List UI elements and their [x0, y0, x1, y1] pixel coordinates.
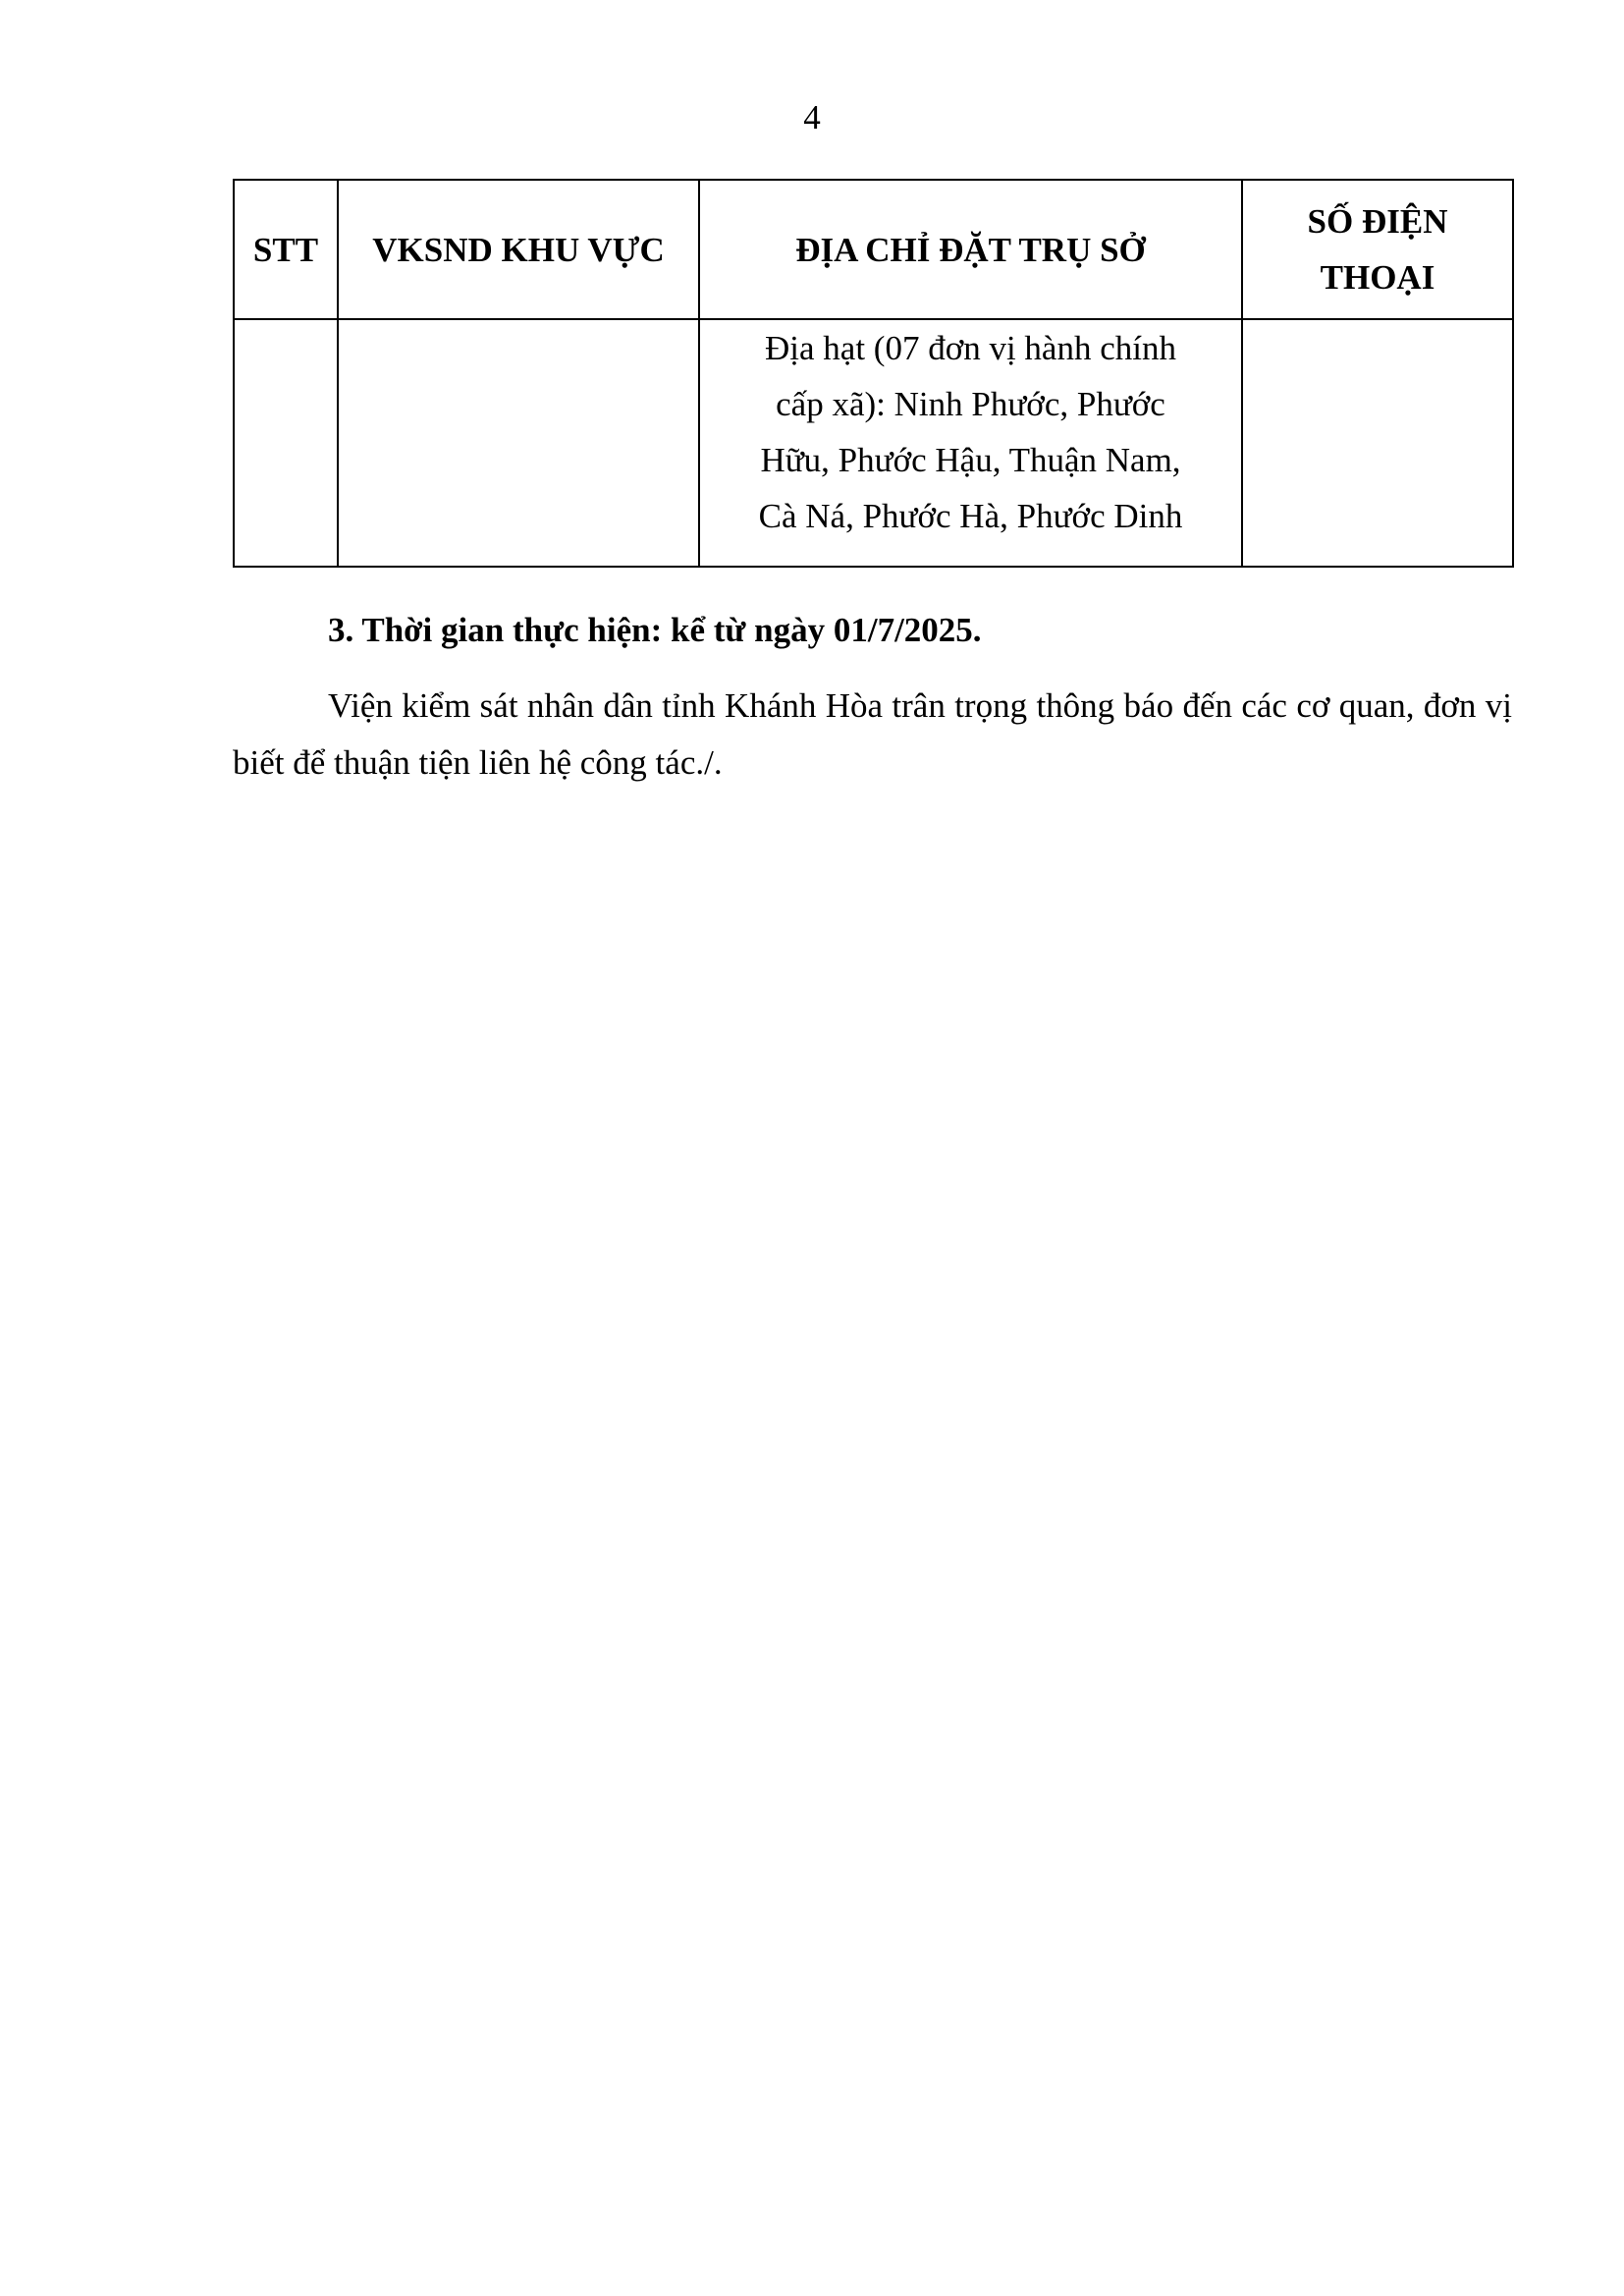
- table-row: [234, 319, 1513, 567]
- address-line: Địa hạt (07 đơn vị hành chính: [765, 329, 1176, 367]
- address-line: cấp xã): Ninh Phước, Phước: [776, 385, 1165, 423]
- header-phone-line2: THOẠI: [1320, 258, 1435, 297]
- header-phone-line1: SỐ ĐIỆN: [1307, 202, 1448, 241]
- cell-stt: [234, 319, 338, 567]
- header-unit: VKSND KHU VỰC: [338, 180, 699, 319]
- closing-paragraph: Viện kiểm sát nhân dân tỉnh Khánh Hòa trân trọng thông báo đến các cơ quan, đơn vị biết để thuận tiện liên hệ công tác./.: [233, 686, 1512, 782]
- page-number: 4: [803, 98, 821, 137]
- header-address: ĐỊA CHỈ ĐẶT TRỤ SỞ: [699, 180, 1242, 319]
- cell-phone: [1242, 319, 1513, 567]
- address-line: Hữu, Phước Hậu, Thuận Nam,: [760, 441, 1181, 479]
- address-line: Cà Ná, Phước Hà, Phước Dinh: [758, 497, 1183, 535]
- section-3-heading: 3. Thời gian thực hiện: kể từ ngày 01/7/2025.: [328, 611, 982, 649]
- header-phone: [1242, 180, 1513, 319]
- office-address-table: [233, 179, 1514, 568]
- cell-unit: [338, 319, 699, 567]
- table-header-row: [234, 180, 1513, 319]
- header-stt: STT: [234, 180, 338, 319]
- cell-address: [699, 319, 1242, 567]
